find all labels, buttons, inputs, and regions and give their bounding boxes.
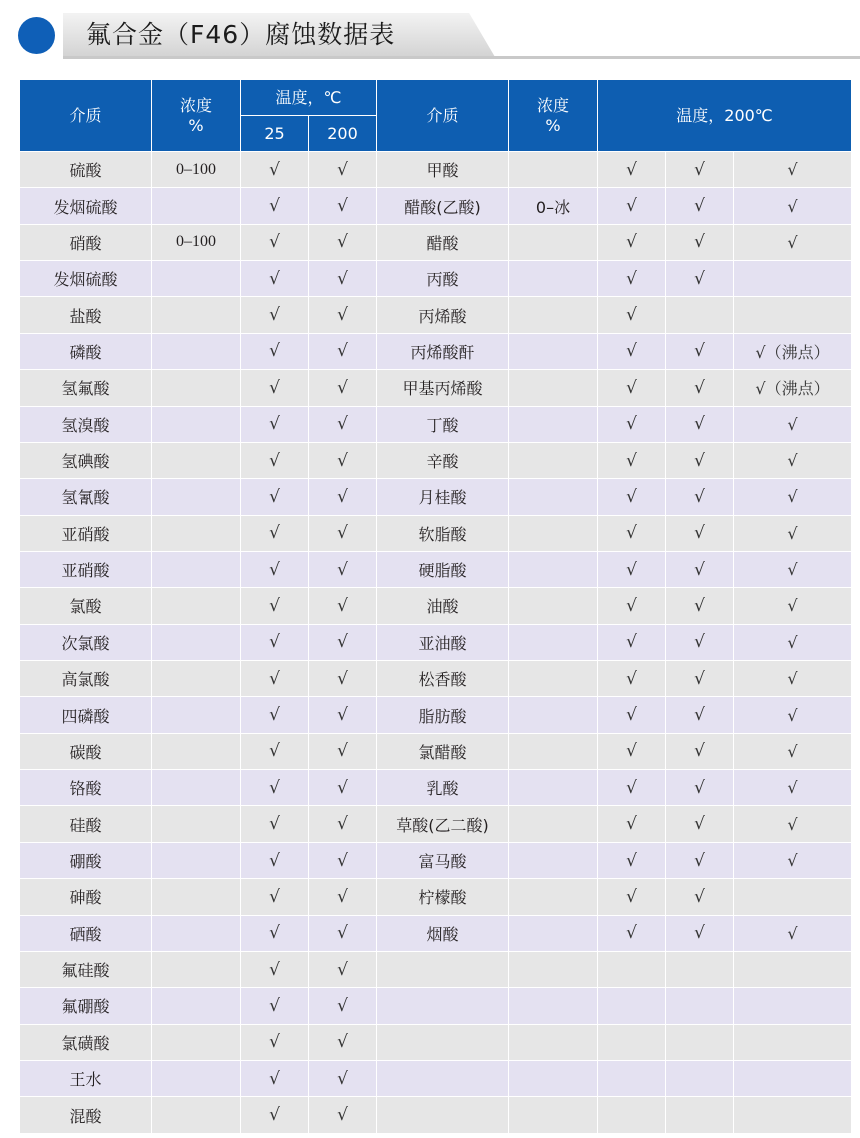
- temp-200-cell: √: [309, 1097, 377, 1133]
- table-row: [20, 915, 852, 951]
- concentration-cell: [152, 261, 241, 297]
- result-cell: √: [666, 661, 734, 697]
- medium-cell: 硝酸: [20, 224, 152, 260]
- concentration-cell: [509, 1060, 598, 1096]
- table-row: [20, 224, 852, 260]
- medium-cell: 四磷酸: [20, 697, 152, 733]
- result-cell: √: [598, 806, 666, 842]
- medium-cell: 月桂酸: [377, 479, 509, 515]
- temp-25-cell: √: [241, 1097, 309, 1133]
- medium-cell: 醋酸(乙酸): [377, 188, 509, 224]
- medium-cell: 砷酸: [20, 879, 152, 915]
- temp-200-cell: √: [309, 915, 377, 951]
- result-cell: √: [666, 479, 734, 515]
- temp-200-cell: √: [309, 333, 377, 369]
- concentration-cell: [152, 624, 241, 660]
- result-cell: [666, 1060, 734, 1096]
- concentration-cell: [152, 406, 241, 442]
- temp-25-cell: √: [241, 988, 309, 1024]
- result-cell: √: [598, 661, 666, 697]
- medium-cell: 发烟硫酸: [20, 188, 152, 224]
- temp-25-cell: √: [241, 624, 309, 660]
- medium-cell: 丙烯酸: [377, 297, 509, 333]
- medium-cell: 辛酸: [377, 442, 509, 478]
- result-cell: √: [598, 624, 666, 660]
- result-cell: √: [734, 224, 852, 260]
- table-row: [20, 733, 852, 769]
- concentration-cell: [509, 661, 598, 697]
- temp-25-cell: √: [241, 224, 309, 260]
- concentration-cell: [152, 661, 241, 697]
- result-cell: √: [666, 370, 734, 406]
- temp-25-cell: √: [241, 806, 309, 842]
- temp-200-cell: √: [309, 988, 377, 1024]
- result-cell: [734, 1024, 852, 1060]
- concentration-cell: [509, 951, 598, 987]
- medium-cell: 油酸: [377, 588, 509, 624]
- concentration-cell: [509, 406, 598, 442]
- medium-cell: 磷酸: [20, 333, 152, 369]
- header-concentration-left: [152, 80, 241, 152]
- concentration-cell: [509, 1097, 598, 1133]
- header-medium-left: 介质: [20, 80, 152, 152]
- table-row: [20, 333, 852, 369]
- medium-cell: 脂肪酸: [377, 697, 509, 733]
- concentration-cell: [152, 297, 241, 333]
- result-cell: √（沸点）: [734, 333, 852, 369]
- temp-200-cell: √: [309, 515, 377, 551]
- table-row: [20, 951, 852, 987]
- result-cell: √: [666, 188, 734, 224]
- concentration-cell: [152, 370, 241, 406]
- temp-200-cell: √: [309, 370, 377, 406]
- medium-cell: 盐酸: [20, 297, 152, 333]
- concentration-cell: [152, 988, 241, 1024]
- medium-cell: 氯酸: [20, 588, 152, 624]
- result-cell: [734, 951, 852, 987]
- result-cell: √: [734, 515, 852, 551]
- table-row: [20, 479, 852, 515]
- temp-25-cell: √: [241, 770, 309, 806]
- concentration-cell: 0–100: [152, 152, 241, 188]
- result-cell: [598, 988, 666, 1024]
- result-cell: √: [598, 370, 666, 406]
- medium-cell: 甲基丙烯酸: [377, 370, 509, 406]
- medium-cell: 氯醋酸: [377, 733, 509, 769]
- temp-25-cell: √: [241, 551, 309, 587]
- concentration-cell: [509, 333, 598, 369]
- temp-200-cell: √: [309, 261, 377, 297]
- medium-cell: [377, 988, 509, 1024]
- result-cell: [666, 951, 734, 987]
- result-cell: √: [666, 842, 734, 878]
- result-cell: √（沸点）: [734, 370, 852, 406]
- concentration-cell: [509, 697, 598, 733]
- table-header: [20, 80, 852, 152]
- table-body: [20, 152, 852, 1134]
- concentration-cell: [509, 770, 598, 806]
- medium-cell: 富马酸: [377, 842, 509, 878]
- medium-cell: [377, 1097, 509, 1133]
- concentration-cell: [152, 588, 241, 624]
- medium-cell: 乳酸: [377, 770, 509, 806]
- result-cell: √: [734, 842, 852, 878]
- header-medium-right: 介质: [377, 80, 509, 152]
- concentration-cell: [152, 951, 241, 987]
- header-temperature-right: 温度，200℃: [598, 80, 852, 152]
- table-row: [20, 879, 852, 915]
- result-cell: √: [734, 551, 852, 587]
- result-cell: √: [666, 152, 734, 188]
- result-cell: √: [598, 588, 666, 624]
- table-row: [20, 588, 852, 624]
- result-cell: √: [666, 406, 734, 442]
- temp-200-cell: √: [309, 697, 377, 733]
- page-title: 氟合金（F46）腐蚀数据表: [86, 20, 396, 49]
- table-row: [20, 661, 852, 697]
- concentration-cell: 0–100: [152, 224, 241, 260]
- result-cell: √: [598, 733, 666, 769]
- temp-200-cell: √: [309, 442, 377, 478]
- concentration-cell: [152, 479, 241, 515]
- concentration-cell: [509, 806, 598, 842]
- result-cell: √: [734, 152, 852, 188]
- table-row: [20, 770, 852, 806]
- medium-cell: [377, 1060, 509, 1096]
- temp-25-cell: √: [241, 1060, 309, 1096]
- table-row: [20, 261, 852, 297]
- medium-cell: 甲酸: [377, 152, 509, 188]
- concentration-cell: [509, 224, 598, 260]
- header-temp-200: 200: [309, 116, 377, 152]
- medium-cell: 亚硝酸: [20, 515, 152, 551]
- medium-cell: 柠檬酸: [377, 879, 509, 915]
- result-cell: √: [734, 806, 852, 842]
- result-cell: √: [598, 770, 666, 806]
- medium-cell: 氢溴酸: [20, 406, 152, 442]
- medium-cell: 氢氰酸: [20, 479, 152, 515]
- temp-25-cell: √: [241, 515, 309, 551]
- result-cell: [734, 261, 852, 297]
- title-bullet-icon: [18, 17, 55, 54]
- result-cell: [666, 1024, 734, 1060]
- concentration-cell: [152, 1060, 241, 1096]
- temp-200-cell: √: [309, 842, 377, 878]
- result-cell: √: [734, 915, 852, 951]
- result-cell: √: [598, 479, 666, 515]
- concentration-cell: [152, 879, 241, 915]
- result-cell: √: [734, 188, 852, 224]
- temp-200-cell: √: [309, 297, 377, 333]
- concentration-cell: [509, 588, 598, 624]
- concentration-cell: [509, 1024, 598, 1060]
- concentration-cell: [152, 551, 241, 587]
- concentration-cell: [509, 515, 598, 551]
- temp-200-cell: √: [309, 588, 377, 624]
- result-cell: √: [734, 733, 852, 769]
- medium-cell: 氢碘酸: [20, 442, 152, 478]
- table-row: [20, 297, 852, 333]
- concentration-cell: [152, 442, 241, 478]
- header-temperature-left: 温度，℃: [241, 80, 377, 116]
- table-row: [20, 1097, 852, 1133]
- result-cell: √: [598, 297, 666, 333]
- medium-cell: [377, 1024, 509, 1060]
- medium-cell: 草酸(乙二酸): [377, 806, 509, 842]
- concentration-cell: [509, 152, 598, 188]
- table-row: [20, 697, 852, 733]
- result-cell: [598, 1060, 666, 1096]
- temp-25-cell: √: [241, 915, 309, 951]
- concentration-cell: [152, 915, 241, 951]
- result-cell: [598, 1024, 666, 1060]
- medium-cell: 亚硝酸: [20, 551, 152, 587]
- concentration-cell: 0–冰: [509, 188, 598, 224]
- concentration-cell: [509, 733, 598, 769]
- result-cell: √: [598, 333, 666, 369]
- result-cell: √: [666, 879, 734, 915]
- table-row: [20, 515, 852, 551]
- temp-200-cell: √: [309, 224, 377, 260]
- temp-200-cell: √: [309, 479, 377, 515]
- medium-cell: 高氯酸: [20, 661, 152, 697]
- temp-25-cell: √: [241, 442, 309, 478]
- medium-cell: 硼酸: [20, 842, 152, 878]
- result-cell: √: [666, 733, 734, 769]
- result-cell: √: [598, 224, 666, 260]
- result-cell: √: [666, 515, 734, 551]
- result-cell: √: [598, 879, 666, 915]
- temp-25-cell: √: [241, 333, 309, 369]
- temp-25-cell: √: [241, 152, 309, 188]
- header-concentration-label: 浓度: [537, 95, 570, 115]
- table-row: [20, 1060, 852, 1096]
- result-cell: √: [598, 515, 666, 551]
- result-cell: [598, 951, 666, 987]
- corrosion-table-container: [19, 79, 851, 1134]
- result-cell: √: [666, 588, 734, 624]
- table-row: [20, 406, 852, 442]
- temp-25-cell: √: [241, 588, 309, 624]
- concentration-cell: [509, 624, 598, 660]
- result-cell: √: [666, 806, 734, 842]
- concentration-cell: [152, 733, 241, 769]
- result-cell: √: [734, 406, 852, 442]
- result-cell: [734, 297, 852, 333]
- temp-25-cell: √: [241, 406, 309, 442]
- table-row: [20, 442, 852, 478]
- temp-200-cell: √: [309, 406, 377, 442]
- result-cell: √: [598, 551, 666, 587]
- concentration-cell: [509, 261, 598, 297]
- temp-200-cell: √: [309, 152, 377, 188]
- temp-200-cell: √: [309, 188, 377, 224]
- corrosion-data-table: [19, 79, 852, 1134]
- title-banner: [0, 0, 860, 70]
- result-cell: [666, 988, 734, 1024]
- concentration-cell: [152, 1024, 241, 1060]
- temp-200-cell: √: [309, 661, 377, 697]
- result-cell: √: [598, 152, 666, 188]
- result-cell: √: [598, 842, 666, 878]
- table-row: [20, 624, 852, 660]
- result-cell: √: [598, 915, 666, 951]
- temp-200-cell: √: [309, 806, 377, 842]
- temp-200-cell: √: [309, 624, 377, 660]
- medium-cell: 氟硼酸: [20, 988, 152, 1024]
- medium-cell: 氢氟酸: [20, 370, 152, 406]
- temp-200-cell: √: [309, 1024, 377, 1060]
- result-cell: √: [734, 624, 852, 660]
- result-cell: [734, 879, 852, 915]
- table-row: [20, 551, 852, 587]
- concentration-cell: [509, 370, 598, 406]
- concentration-cell: [152, 806, 241, 842]
- concentration-cell: [509, 988, 598, 1024]
- result-cell: √: [598, 188, 666, 224]
- concentration-cell: [509, 479, 598, 515]
- temp-200-cell: √: [309, 551, 377, 587]
- temp-25-cell: √: [241, 370, 309, 406]
- concentration-cell: [152, 1097, 241, 1133]
- medium-cell: 硫酸: [20, 152, 152, 188]
- concentration-cell: [152, 515, 241, 551]
- header-concentration-label: 浓度: [179, 95, 212, 115]
- result-cell: [734, 988, 852, 1024]
- result-cell: √: [666, 551, 734, 587]
- result-cell: √: [598, 442, 666, 478]
- header-concentration-unit: %: [545, 115, 561, 135]
- concentration-cell: [152, 842, 241, 878]
- temp-25-cell: √: [241, 951, 309, 987]
- concentration-cell: [152, 770, 241, 806]
- medium-cell: 氟硅酸: [20, 951, 152, 987]
- temp-200-cell: √: [309, 733, 377, 769]
- temp-25-cell: √: [241, 261, 309, 297]
- result-cell: √: [666, 697, 734, 733]
- concentration-cell: [152, 188, 241, 224]
- result-cell: √: [734, 479, 852, 515]
- medium-cell: 烟酸: [377, 915, 509, 951]
- temp-25-cell: √: [241, 479, 309, 515]
- table-row: [20, 188, 852, 224]
- result-cell: √: [666, 770, 734, 806]
- header-temp-25: 25: [241, 116, 309, 152]
- title-underline: [63, 56, 860, 59]
- temp-200-cell: √: [309, 770, 377, 806]
- result-cell: √: [666, 624, 734, 660]
- table-row: [20, 1024, 852, 1060]
- table-row: [20, 842, 852, 878]
- medium-cell: 碳酸: [20, 733, 152, 769]
- temp-25-cell: √: [241, 842, 309, 878]
- temp-200-cell: √: [309, 1060, 377, 1096]
- medium-cell: [377, 951, 509, 987]
- medium-cell: 醋酸: [377, 224, 509, 260]
- concentration-cell: [509, 297, 598, 333]
- result-cell: √: [666, 333, 734, 369]
- medium-cell: 丁酸: [377, 406, 509, 442]
- result-cell: [598, 1097, 666, 1133]
- result-cell: [734, 1060, 852, 1096]
- temp-25-cell: √: [241, 733, 309, 769]
- medium-cell: 铬酸: [20, 770, 152, 806]
- temp-25-cell: √: [241, 697, 309, 733]
- result-cell: √: [666, 261, 734, 297]
- result-cell: √: [734, 661, 852, 697]
- temp-25-cell: √: [241, 879, 309, 915]
- temp-25-cell: √: [241, 661, 309, 697]
- medium-cell: 松香酸: [377, 661, 509, 697]
- result-cell: √: [598, 406, 666, 442]
- result-cell: √: [734, 442, 852, 478]
- header-concentration-right: [509, 80, 598, 152]
- concentration-cell: [509, 915, 598, 951]
- result-cell: √: [598, 261, 666, 297]
- medium-cell: 混酸: [20, 1097, 152, 1133]
- temp-25-cell: √: [241, 188, 309, 224]
- medium-cell: 丙酸: [377, 261, 509, 297]
- concentration-cell: [509, 442, 598, 478]
- table-row: [20, 370, 852, 406]
- result-cell: [666, 297, 734, 333]
- medium-cell: 亚油酸: [377, 624, 509, 660]
- temp-200-cell: √: [309, 951, 377, 987]
- concentration-cell: [509, 879, 598, 915]
- medium-cell: 王水: [20, 1060, 152, 1096]
- result-cell: [666, 1097, 734, 1133]
- medium-cell: 丙烯酸酐: [377, 333, 509, 369]
- result-cell: √: [666, 224, 734, 260]
- table-row: [20, 152, 852, 188]
- result-cell: √: [734, 697, 852, 733]
- medium-cell: 软脂酸: [377, 515, 509, 551]
- medium-cell: 硒酸: [20, 915, 152, 951]
- medium-cell: 硅酸: [20, 806, 152, 842]
- result-cell: [734, 1097, 852, 1133]
- temp-25-cell: √: [241, 297, 309, 333]
- table-row: [20, 988, 852, 1024]
- medium-cell: 氯磺酸: [20, 1024, 152, 1060]
- table-row: [20, 806, 852, 842]
- result-cell: √: [598, 697, 666, 733]
- header-concentration-unit: %: [188, 115, 204, 135]
- result-cell: √: [734, 588, 852, 624]
- concentration-cell: [509, 551, 598, 587]
- result-cell: √: [666, 442, 734, 478]
- result-cell: √: [734, 770, 852, 806]
- temp-200-cell: √: [309, 879, 377, 915]
- result-cell: √: [666, 915, 734, 951]
- medium-cell: 发烟硫酸: [20, 261, 152, 297]
- medium-cell: 次氯酸: [20, 624, 152, 660]
- concentration-cell: [509, 842, 598, 878]
- temp-25-cell: √: [241, 1024, 309, 1060]
- medium-cell: 硬脂酸: [377, 551, 509, 587]
- concentration-cell: [152, 333, 241, 369]
- concentration-cell: [152, 697, 241, 733]
